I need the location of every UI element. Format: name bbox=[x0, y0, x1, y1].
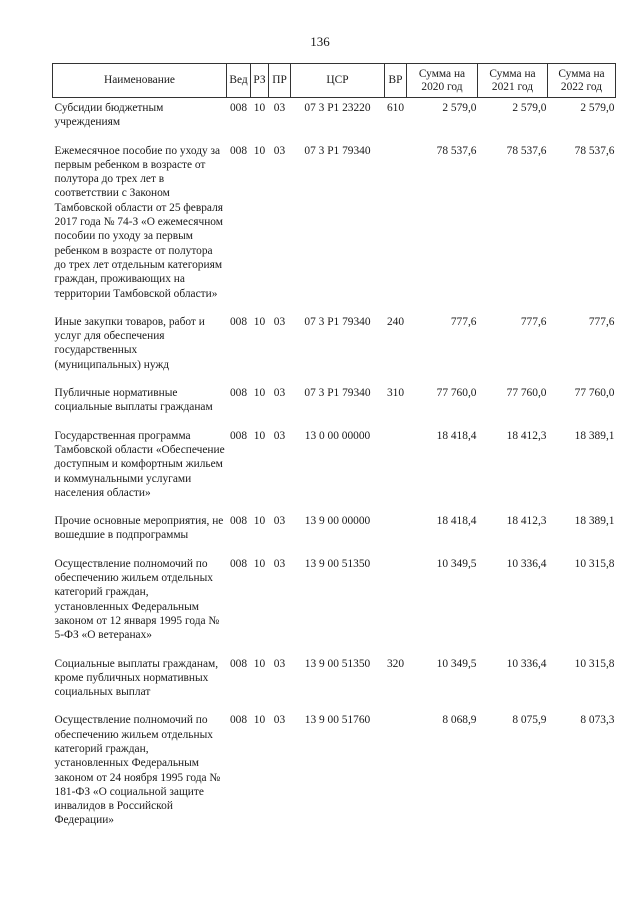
row-vr bbox=[385, 511, 407, 554]
row-csr: 13 9 00 51350 bbox=[304, 557, 371, 570]
row-vr bbox=[385, 710, 407, 838]
row-pr: 03 bbox=[273, 102, 286, 114]
table-row bbox=[53, 710, 616, 838]
row-name: Ежемесячное пособие по уходу за первым ребенком в возрасте от полутора до трех лет в соответствии с Законом Тамбовской области от 25 февраля 2017 года № 74-З «О ежемесячном пособии по уходу за первым ребенком в возрасте от полутора до трех лет отдельным категориям граждан, проживающих на территории Тамбовской области» bbox=[54, 144, 224, 300]
row-sum-2020: 78 537,6 bbox=[436, 144, 477, 157]
table-row bbox=[53, 426, 616, 511]
row-sum-2022: 18 389,1 bbox=[574, 429, 615, 442]
row-name: Иные закупки товаров, работ и услуг для обеспечения государственных (муниципальных) нужд bbox=[54, 315, 205, 371]
row-csr: 07 3 P1 79340 bbox=[304, 387, 371, 400]
table-body bbox=[53, 98, 616, 839]
row-vr: 320 bbox=[386, 657, 405, 670]
row-sum-2022: 2 579,0 bbox=[580, 102, 615, 114]
row-pr: 03 bbox=[273, 657, 286, 670]
row-csr: 13 9 00 51350 bbox=[304, 657, 371, 670]
row-sum-2021: 77 760,0 bbox=[506, 387, 547, 400]
page-number: 136 bbox=[310, 34, 330, 49]
row-sum-2021: 18 412,3 bbox=[506, 429, 547, 442]
row-vr bbox=[385, 554, 407, 654]
header-ved: Вед bbox=[227, 64, 251, 98]
row-ved: 008 bbox=[229, 515, 248, 528]
row-name: Осуществление полномочий по обеспечению жильем отдельных категорий граждан, установленных Федеральным законом от 12 января 1995 года № 5-ФЗ «О ветеранах» bbox=[54, 557, 220, 642]
row-sum-2022: 10 315,8 bbox=[574, 557, 615, 570]
row-sum-2021: 8 075,9 bbox=[512, 714, 547, 727]
row-name: Прочие основные мероприятия, не вошедшие в подпрограммы bbox=[54, 515, 224, 542]
header-name: Наименование bbox=[53, 64, 227, 98]
row-rz: 10 bbox=[253, 144, 266, 157]
row-sum-2020: 18 418,4 bbox=[436, 429, 477, 442]
row-csr: 13 9 00 51760 bbox=[304, 714, 371, 727]
header-rz: РЗ bbox=[251, 64, 269, 98]
row-sum-2021: 18 412,3 bbox=[506, 515, 547, 528]
row-ved: 008 bbox=[229, 557, 248, 570]
row-pr: 03 bbox=[273, 557, 286, 570]
row-sum-2020: 77 760,0 bbox=[436, 387, 477, 400]
row-vr: 310 bbox=[386, 387, 405, 400]
header-vr: ВР bbox=[385, 64, 407, 98]
header-pr: ПР bbox=[269, 64, 291, 98]
table-row bbox=[53, 654, 616, 711]
row-vr: 240 bbox=[386, 315, 405, 328]
row-pr: 03 bbox=[273, 429, 286, 442]
row-csr: 13 9 00 00000 bbox=[304, 515, 371, 528]
header-sum-2022: Сумма на 2022 год bbox=[548, 64, 616, 98]
row-sum-2021: 777,6 bbox=[520, 315, 547, 328]
table-header-row bbox=[53, 64, 616, 98]
row-sum-2021: 10 336,4 bbox=[506, 557, 547, 570]
row-rz: 10 bbox=[253, 387, 266, 400]
row-pr: 03 bbox=[273, 714, 286, 727]
row-vr bbox=[385, 141, 407, 312]
row-ved: 008 bbox=[229, 714, 248, 727]
row-ved: 008 bbox=[229, 429, 248, 442]
row-sum-2022: 18 389,1 bbox=[574, 515, 615, 528]
row-csr: 07 3 P1 23220 bbox=[304, 102, 371, 114]
row-sum-2020: 10 349,5 bbox=[436, 557, 477, 570]
row-sum-2022: 77 760,0 bbox=[574, 387, 615, 400]
row-sum-2020: 8 068,9 bbox=[442, 714, 477, 727]
row-sum-2020: 2 579,0 bbox=[442, 102, 477, 114]
row-vr bbox=[385, 426, 407, 511]
row-ved: 008 bbox=[229, 144, 248, 157]
row-rz: 10 bbox=[253, 315, 266, 328]
table-row bbox=[53, 312, 616, 383]
row-rz: 10 bbox=[253, 714, 266, 727]
header-sum-2020: Сумма на 2020 год bbox=[407, 64, 478, 98]
row-name: Социальные выплаты гражданам, кроме публичных нормативных социальных выплат bbox=[54, 657, 219, 699]
row-sum-2021: 2 579,0 bbox=[512, 102, 547, 114]
row-name: Публичные нормативные социальные выплаты гражданам bbox=[54, 387, 213, 414]
row-sum-2020: 777,6 bbox=[450, 315, 477, 328]
row-csr: 07 3 P1 79340 bbox=[304, 144, 371, 157]
table-row bbox=[53, 98, 616, 141]
row-name: Государственная программа Тамбовской области «Обеспечение доступным и комфортным жильем и коммунальными услугами населения области» bbox=[54, 429, 225, 499]
row-pr: 03 bbox=[273, 144, 286, 157]
row-rz: 10 bbox=[253, 515, 266, 528]
row-rz: 10 bbox=[253, 557, 266, 570]
row-rz: 10 bbox=[253, 429, 266, 442]
table-row bbox=[53, 141, 616, 312]
row-sum-2020: 10 349,5 bbox=[436, 657, 477, 670]
row-ved: 008 bbox=[229, 102, 248, 114]
header-csr: ЦСР bbox=[291, 64, 385, 98]
table-row bbox=[53, 511, 616, 554]
row-sum-2022: 8 073,3 bbox=[580, 714, 615, 727]
row-ved: 008 bbox=[229, 387, 248, 400]
row-name: Субсидии бюджетным учреждениям bbox=[54, 102, 164, 129]
budget-table bbox=[52, 63, 616, 839]
row-csr: 07 3 P1 79340 bbox=[304, 315, 371, 328]
row-sum-2022: 777,6 bbox=[588, 315, 615, 328]
row-pr: 03 bbox=[273, 387, 286, 400]
row-vr: 610 bbox=[386, 102, 405, 114]
row-sum-2021: 10 336,4 bbox=[506, 657, 547, 670]
row-rz: 10 bbox=[253, 102, 266, 114]
header-sum-2021: Сумма на 2021 год bbox=[478, 64, 548, 98]
row-ved: 008 bbox=[229, 315, 248, 328]
table-row bbox=[53, 383, 616, 426]
row-sum-2020: 18 418,4 bbox=[436, 515, 477, 528]
row-name: Осуществление полномочий по обеспечению жильем отдельных категорий граждан, установленных Федеральным законом от 24 ноября 1995 года № 181-ФЗ «О социальной защите инвалидов в Российской Федерации» bbox=[54, 714, 221, 827]
row-pr: 03 bbox=[273, 515, 286, 528]
row-sum-2022: 78 537,6 bbox=[574, 144, 615, 157]
row-ved: 008 bbox=[229, 657, 248, 670]
row-csr: 13 0 00 00000 bbox=[304, 429, 371, 442]
row-sum-2021: 78 537,6 bbox=[506, 144, 547, 157]
row-pr: 03 bbox=[273, 315, 286, 328]
table-row bbox=[53, 554, 616, 654]
row-rz: 10 bbox=[253, 657, 266, 670]
row-sum-2022: 10 315,8 bbox=[574, 657, 615, 670]
